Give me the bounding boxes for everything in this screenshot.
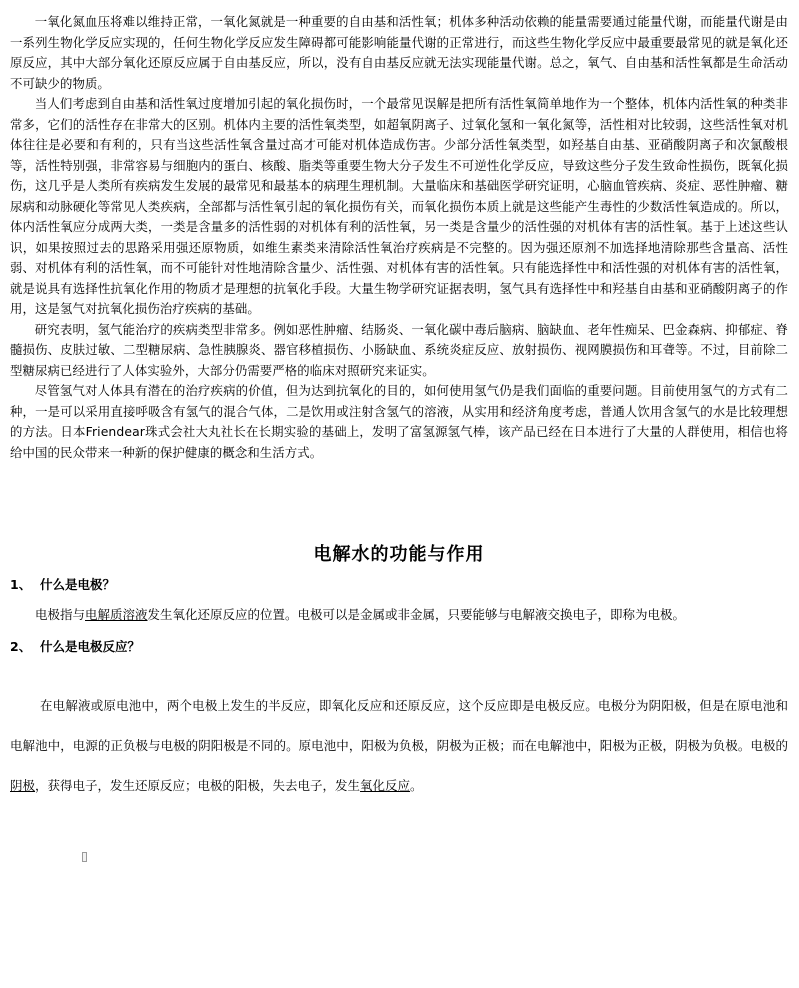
cathode-link[interactable]: 阴极 bbox=[10, 778, 36, 793]
electrolyte-solution-link[interactable]: 电解质溶液 bbox=[85, 607, 148, 622]
question-2-answer bbox=[10, 686, 788, 806]
question-1-label: 什么是电极？ bbox=[40, 577, 116, 592]
q1-answer-text-2: 发生氧化还原反应的位置。电极可以是金属或非金属，只要能够与电解液交换电子，即称为电极。 bbox=[147, 607, 686, 622]
text-cursor-icon bbox=[82, 852, 87, 862]
document-body bbox=[10, 12, 788, 793]
question-2-label: 什么是电极反应？ bbox=[40, 639, 141, 654]
q1-answer-text-1: 电极指与 bbox=[35, 607, 86, 622]
intro-paragraph-4: 尽管氢气对人体具有潜在的治疗疾病的价值，但为达到抗氧化的目的，如何使用氢气仍是我们面临的重要问题。目前使用氢气的方式有二种，一是可以采用直接呼吸含有氢气的混合气体，二是饮用或注射含氢气的溶液，从实用和经济角度考虑，普通人饮用含氢气的水是比较理想的方法。日本Friendear珠式会社大丸社长在长期实验的基础上，发明了富氢源氢气棒，该产品已经在日本进行了大量的人群使用，相信也将给中国的民众带来一种新的保护健康的概念和生活方式。 bbox=[10, 383, 788, 460]
q2-answer-text-1: 在电解液或原电池中，两个电极上发生的半反应，即氧化反应和还原反应，这个反应即是电极反应。电极分为阴阳极，但是在原电池和电解池中，电源的正负极与电极的阴阳极是不同的。原电池中，阳极为负极，阴极为正极；而在电解池中，阳极为正极，阴极为负极。电极的 bbox=[10, 698, 788, 753]
intro-paragraph-1: 一氧化氮血压将难以维持正常，一氧化氮就是一种重要的自由基和活性氧；机体多种活动依赖的能量需要通过能量代谢，而能量代谢是由一系列生物化学反应实现的，任何生物化学反应发生障碍都可能影响能量代谢的正常进行，而这些生物化学反应中最重要最常见的就是氧化还原反应，其中大部分氧化还原反应属于自由基反应，所以，没有自由基反应就无法实现能量代谢。总之，氧气、自由基和活性氧都是生命活动不可缺少的物质。 bbox=[10, 14, 788, 91]
question-1-heading bbox=[10, 575, 115, 593]
question-1-answer bbox=[10, 605, 788, 623]
q2-answer-text-2: ，获得电子，发生还原反应；电极的阳极，失去电子，发生 bbox=[35, 778, 361, 793]
question-2-heading bbox=[10, 637, 140, 655]
question-2-number: 2、 bbox=[10, 639, 32, 654]
intro-paragraph-2: 当人们考虑到自由基和活性氧过度增加引起的氧化损伤时，一个最常见误解是把所有活性氧简单地作为一个整体，机体内活性氧的种类非常多，它们的活性存在非常大的区别。机体内主要的活性氧类型，如超氧阴离子、过氧化氢和一氧化氮等，活性相对比较弱，这些活性氧对机体往往是必要和有利的，只有当这些活性氧含量过高才可能对机体造成伤害。少部分活性氧类型，如羟基自由基、亚硝酸阴离子和次氯酸根等，活性特别强，非常容易与细胞内的蛋白、核酸、脂类等重要生物大分子发生不可逆性化学反应，导致这些分子发生致命性损伤，既氧化损伤，这几乎是人类所有疾病发生发展的最常见和最基本的病理生理机制。大量临床和基础医学研究证明，心脑血管疾病、炎症、恶性肿瘤、糖尿病和动脉硬化等常见人类疾病，全部都与活性氧引起的氧化损伤有关，而氧化损伤本质上就是这些能产生毒性的少数活性氧造成的。所以，体内活性氧应分成两大类，一类是含量多的活性弱的对机体有利的活性氧，另一类是含量少的活性强的对机体有害的活性氧。基于上述这些认识，如果按照过去的思路采用强还原物质，如维生素类来清除活性氧治疗疾病是不完整的。因为强还原剂不加选择地清除那些含量高、活性弱、对机体有利的活性氧，而不可能针对性地清除含量少、活性强、对机体有害的活性氧。只有能选择性中和活性强的对机体有害的活性氧，就是说具有选择性抗氧化作用的物质才是理想的抗氧化手段。大量生物学研究证据表明，氢气具有选择性中和羟基自由基和亚硝酸阴离子的作用，这是氢气对抗氧化损伤治疗疾病的基础。 bbox=[10, 96, 788, 316]
q2-answer-text-3: 。 bbox=[410, 778, 423, 793]
question-1-number: 1、 bbox=[10, 577, 32, 592]
oxidation-reaction-link[interactable]: 氧化反应 bbox=[360, 778, 411, 793]
section-title: 电解水的功能与作用 bbox=[313, 544, 485, 565]
intro-paragraph-3: 研究表明，氢气能治疗的疾病类型非常多。例如恶性肿瘤、结肠炎、一氧化碳中毒后脑病、脑缺血、老年性痴呆、巴金森病、抑郁症、脊髓损伤、皮肤过敏、二型糖尿病、急性胰腺炎、器官移植损伤、小肠缺血、系统炎症反应、放射损伤、视网膜损伤和耳聋等。不过，目前除二型糖尿病已经进行了人体实验外，大部分仍需要严格的临床对照研究来证实。 bbox=[10, 321, 788, 378]
